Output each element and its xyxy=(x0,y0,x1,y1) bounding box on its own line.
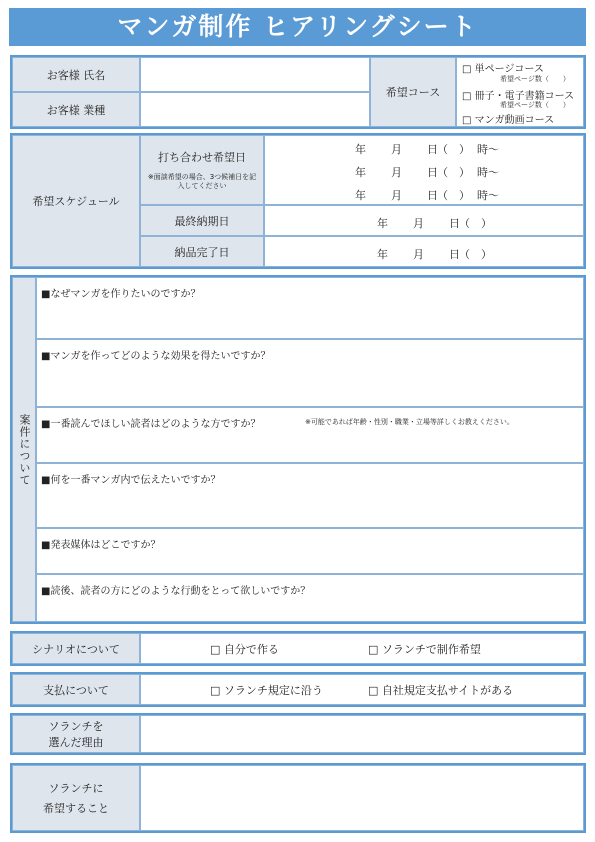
customer-industry-label: お客様 業種 xyxy=(12,92,140,127)
request-field[interactable] xyxy=(140,765,584,831)
delivery-date xyxy=(377,246,492,262)
scenario-options xyxy=(140,633,584,664)
meeting-date-label xyxy=(140,135,264,205)
meeting-date-row xyxy=(355,187,499,203)
payment-option-solanchi-rules[interactable]: □ ソランチ規定に沿う xyxy=(210,684,323,697)
day-unit: 日 xyxy=(427,143,438,156)
meeting-date-row xyxy=(355,164,499,180)
payment-option-company-rules[interactable]: □ 自社規定支払サイトがある xyxy=(368,684,514,697)
year-unit: 年 xyxy=(377,217,388,230)
project-label xyxy=(12,277,36,622)
question-text: ■発表媒体はどこですか？ xyxy=(41,540,161,551)
day-unit: 日 xyxy=(449,248,460,261)
reason-label-line2: 選んだ理由 xyxy=(48,736,104,749)
delivery-date-field[interactable] xyxy=(264,236,584,267)
scenario-label: シナリオについて xyxy=(12,633,140,664)
scenario-option-self[interactable]: □ 自分で作る xyxy=(210,643,279,656)
meeting-date-title: 打ち合わせ希望日 xyxy=(158,151,246,164)
question-effect[interactable] xyxy=(36,339,584,407)
question-text: ■マンガを作ってどのような効果を得たいですか？ xyxy=(41,351,271,362)
course-option-single-page[interactable]: □ 単ページコース xyxy=(462,64,544,75)
meeting-date-row xyxy=(355,141,499,157)
course-pages-note: 希望ページ数（ ） xyxy=(500,75,570,83)
weekday-paren: （ ） xyxy=(437,143,470,156)
payment-label: 支払について xyxy=(12,674,140,705)
final-deadline-date xyxy=(377,215,492,231)
weekday-paren: （ ） xyxy=(437,189,470,202)
day-unit: 日 xyxy=(449,217,460,230)
meeting-date-field[interactable] xyxy=(264,135,584,205)
delivery-date-label: 納品完了日 xyxy=(140,236,264,267)
payment-options xyxy=(140,674,584,705)
question-target-reader[interactable] xyxy=(36,407,584,463)
reason-label-line1: ソランチを xyxy=(48,720,104,733)
time-unit: 時〜 xyxy=(477,143,499,156)
day-unit: 日 xyxy=(427,166,438,179)
question-main-message[interactable] xyxy=(36,463,584,528)
question-media[interactable] xyxy=(36,528,584,574)
month-unit: 月 xyxy=(391,166,402,179)
question-reader-action[interactable] xyxy=(36,574,584,622)
request-label-line1: ソランチに xyxy=(48,782,104,795)
question-text: ■なぜマンガを作りたいのですか？ xyxy=(41,289,201,300)
day-unit: 日 xyxy=(427,189,438,202)
question-why-manga[interactable] xyxy=(36,277,584,339)
month-unit: 月 xyxy=(391,189,402,202)
reason-label xyxy=(12,715,140,753)
year-unit: 年 xyxy=(355,143,366,156)
question-text: ■何を一番マンガ内で伝えたいですか？ xyxy=(41,475,221,486)
month-unit: 月 xyxy=(413,217,424,230)
final-deadline-label: 最終納期日 xyxy=(140,205,264,236)
customer-name-label: お客様 氏名 xyxy=(12,57,140,92)
scenario-option-solanchi[interactable]: □ ソランチで制作希望 xyxy=(368,643,481,656)
month-unit: 月 xyxy=(391,143,402,156)
year-unit: 年 xyxy=(377,248,388,261)
project-label-text: 案件について xyxy=(18,413,31,486)
weekday-paren: （ ） xyxy=(437,166,470,179)
course-option-booklet[interactable]: □ 冊子・電子書籍コース xyxy=(462,91,575,102)
course-option-video[interactable]: □ マンガ動画コース xyxy=(462,115,555,126)
time-unit: 時〜 xyxy=(477,166,499,179)
request-label-line2: 希望すること xyxy=(43,802,109,815)
customer-industry-field[interactable] xyxy=(140,92,370,127)
course-label: 希望コース xyxy=(370,57,456,127)
final-deadline-field[interactable] xyxy=(264,205,584,236)
year-unit: 年 xyxy=(355,189,366,202)
year-unit: 年 xyxy=(355,166,366,179)
weekday-paren: （ ） xyxy=(459,248,492,261)
reason-field[interactable] xyxy=(140,715,584,753)
meeting-date-note: ※面談希望の場合、3つ候補日を記入してください xyxy=(147,173,257,190)
question-text: ■読後、読者の方にどのような行動をとって欲しいですか？ xyxy=(41,586,311,597)
month-unit: 月 xyxy=(413,248,424,261)
schedule-label: 希望スケジュール xyxy=(12,135,140,267)
page-title: マンガ制作 ヒアリングシート xyxy=(9,8,586,46)
request-label xyxy=(12,765,140,831)
customer-name-field[interactable] xyxy=(140,57,370,92)
time-unit: 時〜 xyxy=(477,189,499,202)
question-text: ■一番読んでほしい読者はどのような方ですか？ xyxy=(41,419,261,430)
course-pages-note: 希望ページ数（ ） xyxy=(500,101,570,109)
weekday-paren: （ ） xyxy=(459,217,492,230)
reader-note: ※可能であれば年齢・性別・職業・立場等詳しくお教えください。 xyxy=(305,418,514,426)
